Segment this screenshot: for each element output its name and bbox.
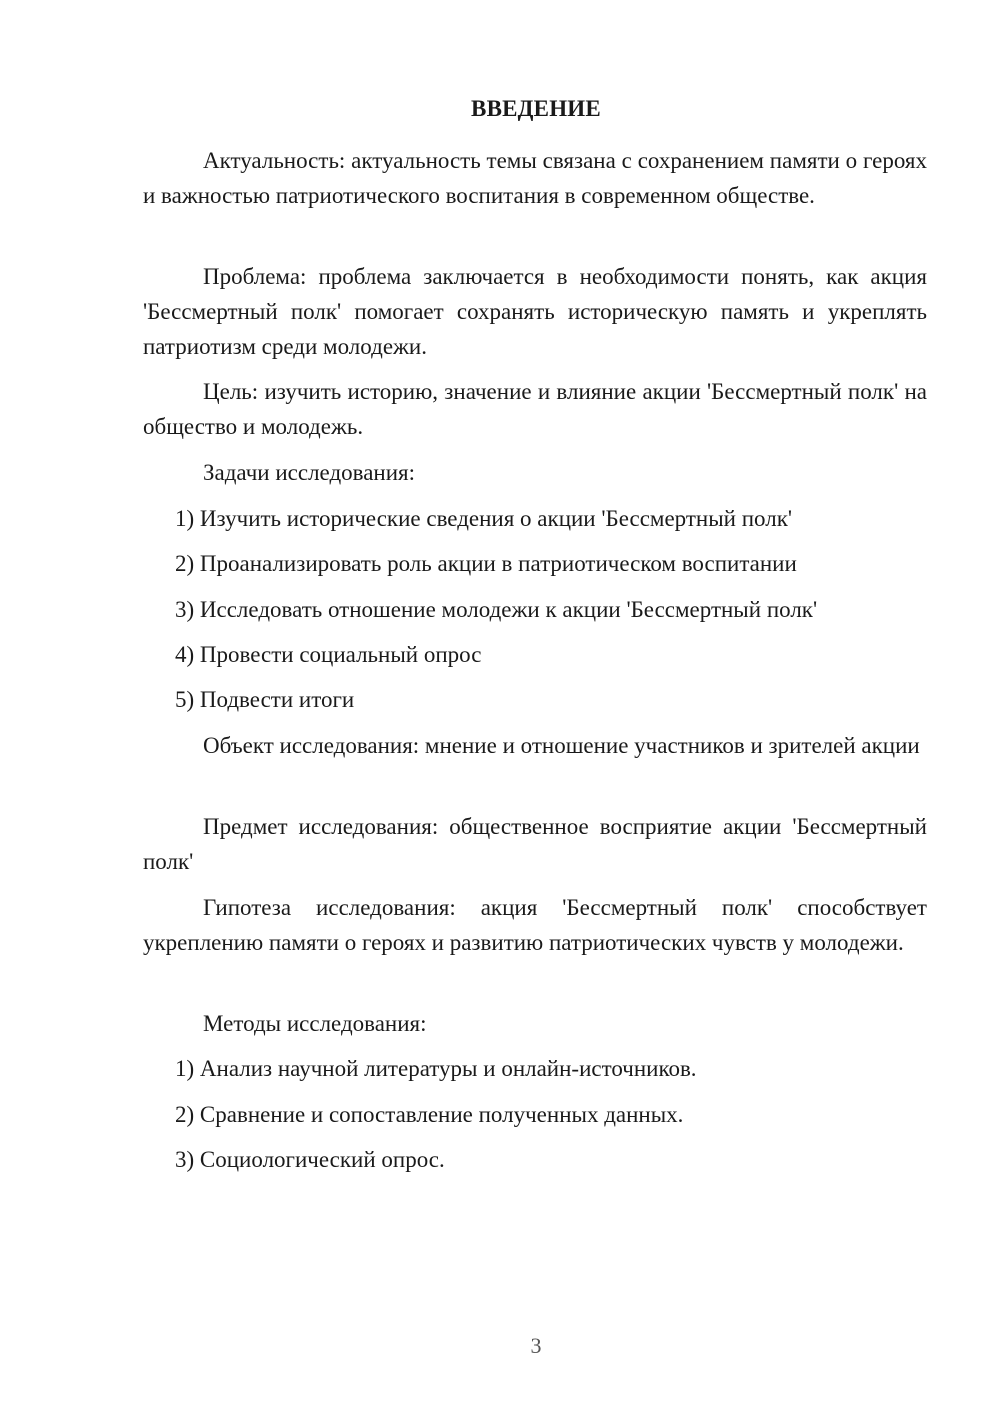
subject-paragraph: Предмет исследования: общественное восприятие акции 'Бессмертный полк' bbox=[143, 814, 927, 874]
method-item-3: 3) Социологический опрос. bbox=[175, 1147, 445, 1172]
tasks-heading: Задачи исследования: bbox=[203, 460, 416, 485]
relevance-paragraph: Актуальность: актуальность темы связана с сохранением памяти о героях и важностью патриотического воспитания в современном обществе. bbox=[143, 148, 927, 208]
task-item-1: 1) Изучить исторические сведения о акции 'Бессмертный полк' bbox=[175, 506, 793, 531]
task-item-2: 2) Проанализировать роль акции в патриотическом воспитании bbox=[175, 551, 797, 576]
methods-heading: Методы исследования: bbox=[203, 1011, 427, 1036]
page-title: ВВЕДЕНИЕ bbox=[471, 96, 601, 121]
object-paragraph: Объект исследования: мнение и отношение участников и зрителей акции bbox=[203, 733, 920, 758]
method-item-2: 2) Сравнение и сопоставление полученных данных. bbox=[175, 1102, 684, 1127]
task-item-5: 5) Подвести итоги bbox=[175, 687, 355, 712]
task-item-4: 4) Провести социальный опрос bbox=[175, 642, 482, 667]
hypothesis-paragraph: Гипотеза исследования: акция 'Бессмертный полк' способствует укреплению памяти о героях и развитию патриотических чувств у молодежи. bbox=[143, 895, 927, 955]
goal-paragraph: Цель: изучить историю, значение и влияние акции 'Бессмертный полк' на общество и молодежь. bbox=[143, 379, 927, 439]
problem-paragraph: Проблема: проблема заключается в необходимости понять, как акция 'Бессмертный полк' помогает сохранять историческую память и укреплять патриотизм среди молодежи. bbox=[143, 264, 927, 359]
method-item-1: 1) Анализ научной литературы и онлайн-источников. bbox=[175, 1056, 697, 1081]
page-number: 3 bbox=[530, 1333, 542, 1358]
task-item-3: 3) Исследовать отношение молодежи к акции 'Бессмертный полк' bbox=[175, 597, 818, 622]
